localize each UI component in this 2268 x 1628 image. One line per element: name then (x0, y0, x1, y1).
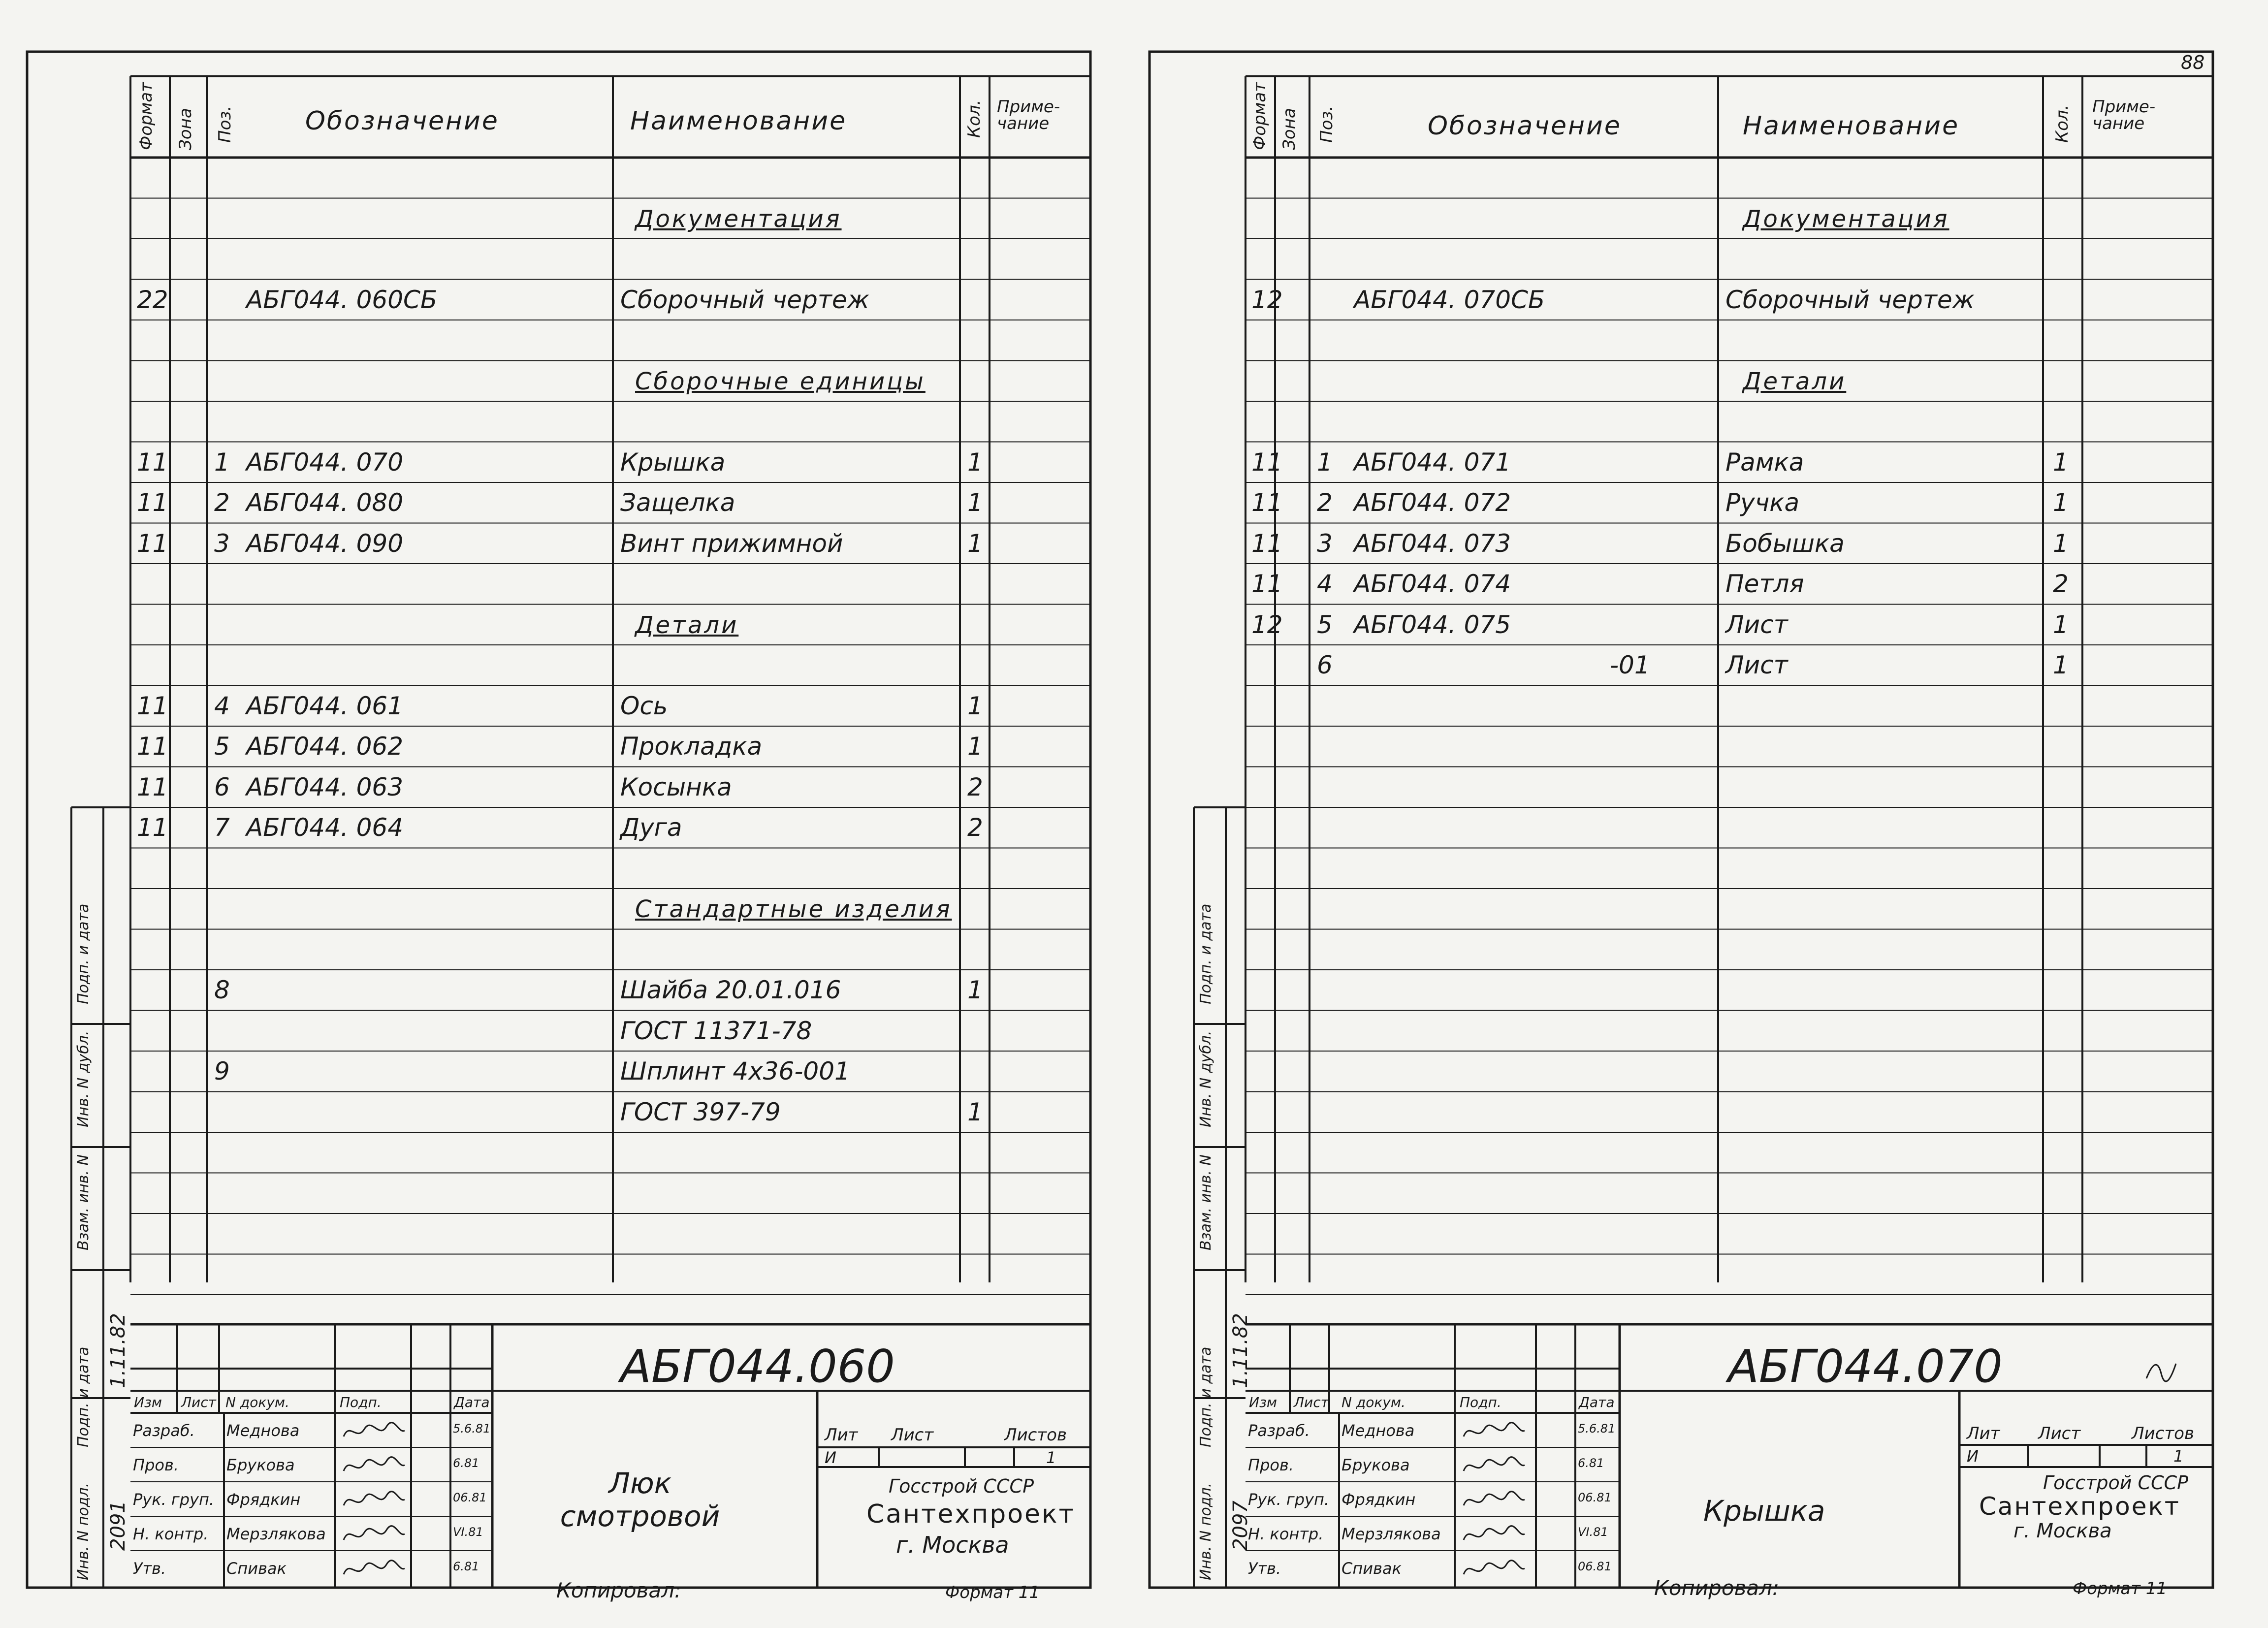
col-header-format: Формат (136, 82, 156, 150)
col-header-name: Наименование (630, 106, 847, 136)
col-header-designation: Обозначение (1428, 111, 1622, 141)
cell-pos: 7 (214, 813, 230, 842)
tb-col-list: Лист (1294, 1394, 1329, 1410)
side-label-sign-date: Подп. и дата (75, 1346, 92, 1447)
cell-pos: 8 (214, 976, 230, 1004)
tb-date: 06.81 (453, 1491, 487, 1504)
side-label-inv-orig: Инв. N подл. (1197, 1482, 1214, 1580)
table-row (25, 1051, 1093, 1090)
cell-name: Косынка (620, 772, 732, 801)
cell-pos: 5 (1317, 610, 1333, 639)
col-header-note: Приме- чание (2092, 97, 2156, 133)
section-heading-row (1147, 198, 2215, 238)
cell-format: 12 (1251, 285, 1283, 314)
tb-role: Разраб. (1248, 1421, 1310, 1440)
tb-date: VI.81 (1578, 1525, 1608, 1539)
col-header-note: Приме- чание (997, 97, 1060, 133)
side-label-sign-date-2: Подп. и дата (75, 903, 92, 1004)
tb-date: 6.81 (453, 1456, 479, 1470)
side-value-date: 1.11.82 (1229, 1313, 1252, 1388)
table-row (25, 482, 1093, 522)
cell-name: Ось (620, 691, 668, 720)
tb-person-name: Меднова (1342, 1421, 1415, 1440)
cell-name: Шайба 20.01.016 (620, 976, 841, 1004)
cell-format: 11 (1251, 447, 1283, 477)
side-label-inv-dup: Инв. N дубл. (75, 1030, 92, 1127)
cell-designation: АБГ044. 090 (246, 529, 404, 558)
cell-name: Ручка (1725, 488, 1800, 517)
specification-sheet-left (25, 49, 1093, 1602)
side-label-sign-date: Подп. и дата (1197, 1346, 1214, 1447)
table-row (1147, 605, 2215, 644)
side-label-inv-orig: Инв. N подл. (75, 1482, 92, 1580)
handwritten-signature (1460, 1417, 1529, 1446)
section-heading-row (1147, 361, 2215, 400)
cell-designation: АБГ044. 075 (1354, 610, 1511, 639)
cell-designation: АБГ044. 073 (1354, 529, 1511, 558)
cell-designation: АБГ044. 070СБ (1354, 285, 1545, 314)
tb-role: Рук. груп. (1248, 1490, 1330, 1509)
cell-pos: 6 (214, 772, 230, 801)
tb-person-name: Спивак (1342, 1559, 1402, 1578)
tb-person-name: Брукова (226, 1456, 295, 1474)
cell-designation: АБГ044. 072 (1354, 488, 1511, 517)
cell-name: Сборочный чертеж (1725, 285, 1975, 314)
tb-role: Пров. (133, 1456, 179, 1474)
table-row (25, 726, 1093, 766)
tb-sheets-label: Листов (2132, 1424, 2195, 1443)
tb-lit-label: Лит (1967, 1424, 2000, 1443)
cell-format: 11 (137, 447, 168, 477)
cell-format: 11 (137, 529, 168, 558)
cell-designation: АБГ044. 070 (246, 447, 404, 477)
cell-pos: 1 (214, 447, 230, 477)
cell-qty: 2 (967, 772, 983, 801)
col-header-qty: Кол. (2052, 104, 2072, 143)
doc-title: Крышка (1703, 1494, 1825, 1528)
cell-pos: 1 (1317, 447, 1333, 477)
cell-qty: 1 (2053, 529, 2069, 558)
tb-date: 5.6.81 (453, 1422, 491, 1436)
cell-pos: 5 (214, 732, 230, 761)
cell-pos: 3 (214, 529, 230, 558)
cell-qty: 1 (967, 976, 983, 1004)
tb-person-name: Фрядкин (1342, 1490, 1416, 1509)
table-row (25, 1011, 1093, 1050)
table-row (25, 767, 1093, 806)
tb-role: Пров. (1248, 1456, 1294, 1474)
handwritten-signature (340, 1417, 409, 1446)
col-header-zone: Зона (176, 108, 195, 150)
tb-sheet-label: Лист (2038, 1424, 2081, 1443)
cell-qty: 2 (967, 813, 983, 842)
doc-number: АБГ044.070 (1728, 1340, 2003, 1393)
col-header-designation: Обозначение (305, 106, 499, 136)
cell-qty: 1 (2053, 447, 2069, 477)
cell-format: 11 (1251, 570, 1283, 598)
tb-sheets-value: 1 (2173, 1447, 2184, 1466)
cell-designation: АБГ044. 060СБ (246, 285, 438, 314)
cell-name: Рамка (1725, 447, 1804, 477)
cell-designation: АБГ044. 064 (246, 813, 404, 842)
section-heading: Детали (635, 611, 739, 639)
side-value-inv: 2091 (107, 1500, 129, 1551)
cell-qty: 1 (2053, 488, 2069, 517)
cell-pos: 4 (1317, 570, 1333, 598)
cell-name: ГОСТ 397-79 (620, 1097, 781, 1126)
cell-qty: 1 (2053, 651, 2069, 679)
cell-name: Сборочный чертеж (620, 285, 869, 314)
cell-format: 11 (1251, 529, 1283, 558)
cell-designation: АБГ044. 071 (1354, 447, 1511, 477)
format-label: Формат 11 (2073, 1579, 2168, 1598)
cell-name: Бобышка (1725, 529, 1845, 558)
handwritten-signature (1460, 1486, 1529, 1515)
cell-format: 11 (137, 732, 168, 761)
table-row (25, 970, 1093, 1009)
page-number: 88 (2181, 52, 2205, 73)
handwritten-signature (340, 1555, 409, 1584)
table-row (1147, 280, 2215, 319)
cell-qty: 2 (2053, 570, 2069, 598)
table-row (25, 523, 1093, 563)
tb-org-3: г. Москва (2013, 1520, 2112, 1542)
tb-lit-label: Лит (825, 1425, 858, 1445)
tb-sheets-label: Листов (1004, 1425, 1067, 1445)
tb-sheets-value: 1 (1046, 1448, 1056, 1467)
tb-col-izm: Изм (1249, 1394, 1277, 1410)
specification-sheet-right (1147, 49, 2215, 1600)
cell-name: Защелка (620, 488, 735, 517)
tb-date: 6.81 (1578, 1456, 1604, 1470)
handwritten-signature (1460, 1520, 1529, 1550)
side-label-replace-inv: Взам. инв. N (1197, 1154, 1214, 1250)
tb-org-1: Госстрой СССР (889, 1475, 1034, 1497)
cell-designation: АБГ044. 074 (1354, 570, 1511, 598)
handwritten-signature (340, 1520, 409, 1550)
tb-org-1: Госстрой СССР (2043, 1472, 2189, 1494)
cell-pos: 2 (1317, 488, 1333, 517)
table-row (25, 686, 1093, 725)
col-header-pos: Поз. (215, 105, 235, 143)
cell-name: Шплинт 4х36-001 (620, 1057, 850, 1085)
tb-col-ndoc: N докум. (225, 1394, 289, 1410)
tb-role: Разраб. (133, 1421, 195, 1440)
table-row (1147, 442, 2215, 481)
doc-title: Люк смотровой (560, 1467, 720, 1533)
tb-lit-value: И (825, 1448, 836, 1467)
table-row (1147, 645, 2215, 684)
tb-date: 5.6.81 (1578, 1422, 1616, 1436)
handwritten-signature (340, 1486, 409, 1515)
table-row (25, 442, 1093, 481)
tb-lit-value: И (1967, 1447, 1979, 1466)
cell-name: Лист (1725, 610, 1788, 639)
section-heading: Сборочные единицы (635, 367, 926, 395)
tb-col-ndoc: N докум. (1342, 1394, 1406, 1410)
cell-name: Петля (1725, 570, 1804, 598)
side-value-date: 1.11.82 (107, 1313, 129, 1388)
doc-number: АБГ044.060 (620, 1340, 895, 1393)
tb-person-name: Меднова (226, 1421, 300, 1440)
cell-name: Крышка (620, 447, 726, 477)
cell-format: 22 (137, 285, 168, 314)
section-heading: Стандартные изделия (635, 895, 952, 923)
tb-role: Н. контр. (133, 1525, 209, 1543)
tb-date: 06.81 (1578, 1491, 1612, 1504)
signature-mark (2141, 1349, 2181, 1388)
cell-format: 11 (137, 488, 168, 517)
tb-date: VI.81 (453, 1525, 483, 1539)
cell-name: ГОСТ 11371-78 (620, 1016, 812, 1045)
cell-pos: 6 (1317, 651, 1333, 679)
cell-designation: АБГ044. 080 (246, 488, 404, 517)
cell-qty: 1 (967, 529, 983, 558)
table-row (25, 1092, 1093, 1131)
tb-col-date: Дата (1579, 1394, 1615, 1410)
cell-name: Дуга (620, 813, 682, 842)
section-heading-row (25, 198, 1093, 238)
cell-pos: 4 (214, 691, 230, 720)
cell-format: 11 (137, 691, 168, 720)
section-heading: Детали (1743, 367, 1847, 395)
table-row (1147, 564, 2215, 603)
cell-qty: 1 (967, 1097, 983, 1126)
table-row (1147, 523, 2215, 563)
cell-designation: -01 (1610, 651, 1650, 679)
tb-person-name: Мерзлякова (1342, 1525, 1441, 1543)
tb-person-name: Брукова (1342, 1456, 1410, 1474)
cell-format: 11 (1251, 488, 1283, 517)
tb-person-name: Спивак (226, 1559, 287, 1578)
tb-org-2: Сантехпроект (1979, 1492, 2180, 1521)
cell-pos: 9 (214, 1057, 230, 1085)
table-row (1147, 482, 2215, 522)
col-header-zone: Зона (1279, 108, 1299, 150)
tb-col-list: Лист (181, 1394, 216, 1410)
table-row (25, 807, 1093, 847)
tb-org-3: г. Москва (896, 1532, 1009, 1558)
tb-org-2: Сантехпроект (866, 1500, 1075, 1529)
cell-name: Лист (1725, 651, 1788, 679)
tb-date: 06.81 (1578, 1560, 1612, 1573)
tb-person-name: Мерзлякова (226, 1525, 326, 1543)
cell-format: 11 (137, 772, 168, 801)
cell-name: Винт прижимной (620, 529, 843, 558)
cell-pos: 2 (214, 488, 230, 517)
col-header-format: Формат (1250, 82, 1270, 150)
cell-qty: 1 (2053, 610, 2069, 639)
col-header-name: Наименование (1743, 111, 1960, 141)
tb-person-name: Фрядкин (226, 1490, 301, 1509)
side-label-replace-inv: Взам. инв. N (75, 1154, 92, 1250)
tb-role: Утв. (1248, 1559, 1281, 1578)
cell-qty: 1 (967, 732, 983, 761)
cell-qty: 1 (967, 488, 983, 517)
col-header-pos: Поз. (1317, 105, 1337, 143)
cell-format: 11 (137, 813, 168, 842)
format-label: Формат 11 (945, 1583, 1040, 1602)
tb-role: Н. контр. (1248, 1525, 1324, 1543)
cell-qty: 1 (967, 447, 983, 477)
section-heading: Документация (1743, 205, 1949, 233)
tb-col-podp: Подп. (340, 1394, 382, 1410)
section-heading-row (25, 605, 1093, 644)
handwritten-signature (1460, 1555, 1529, 1584)
side-label-inv-dup: Инв. N дубл. (1197, 1030, 1214, 1127)
copied-label: Копировал: (1654, 1576, 1780, 1600)
section-heading-row (25, 361, 1093, 400)
handwritten-signature (340, 1451, 409, 1481)
cell-qty: 1 (967, 691, 983, 720)
section-heading-row (25, 889, 1093, 928)
cell-name: Прокладка (620, 732, 763, 761)
tb-role: Рук. груп. (133, 1490, 215, 1509)
cell-designation: АБГ044. 063 (246, 772, 404, 801)
tb-date: 6.81 (453, 1560, 479, 1573)
table-row (25, 280, 1093, 319)
tb-role: Утв. (133, 1559, 166, 1578)
cell-format: 12 (1251, 610, 1283, 639)
tb-sheet-label: Лист (891, 1425, 934, 1445)
col-header-qty: Кол. (964, 99, 984, 138)
tb-col-podp: Подп. (1460, 1394, 1501, 1410)
copied-label: Копировал: (556, 1578, 682, 1602)
side-label-sign-date-2: Подп. и дата (1197, 903, 1214, 1004)
cell-designation: АБГ044. 062 (246, 732, 404, 761)
handwritten-signature (1460, 1451, 1529, 1481)
tb-col-izm: Изм (134, 1394, 162, 1410)
section-heading: Документация (635, 205, 842, 233)
tb-col-date: Дата (454, 1394, 490, 1410)
cell-pos: 3 (1317, 529, 1333, 558)
side-value-inv: 2097 (1229, 1500, 1252, 1551)
cell-designation: АБГ044. 061 (246, 691, 404, 720)
